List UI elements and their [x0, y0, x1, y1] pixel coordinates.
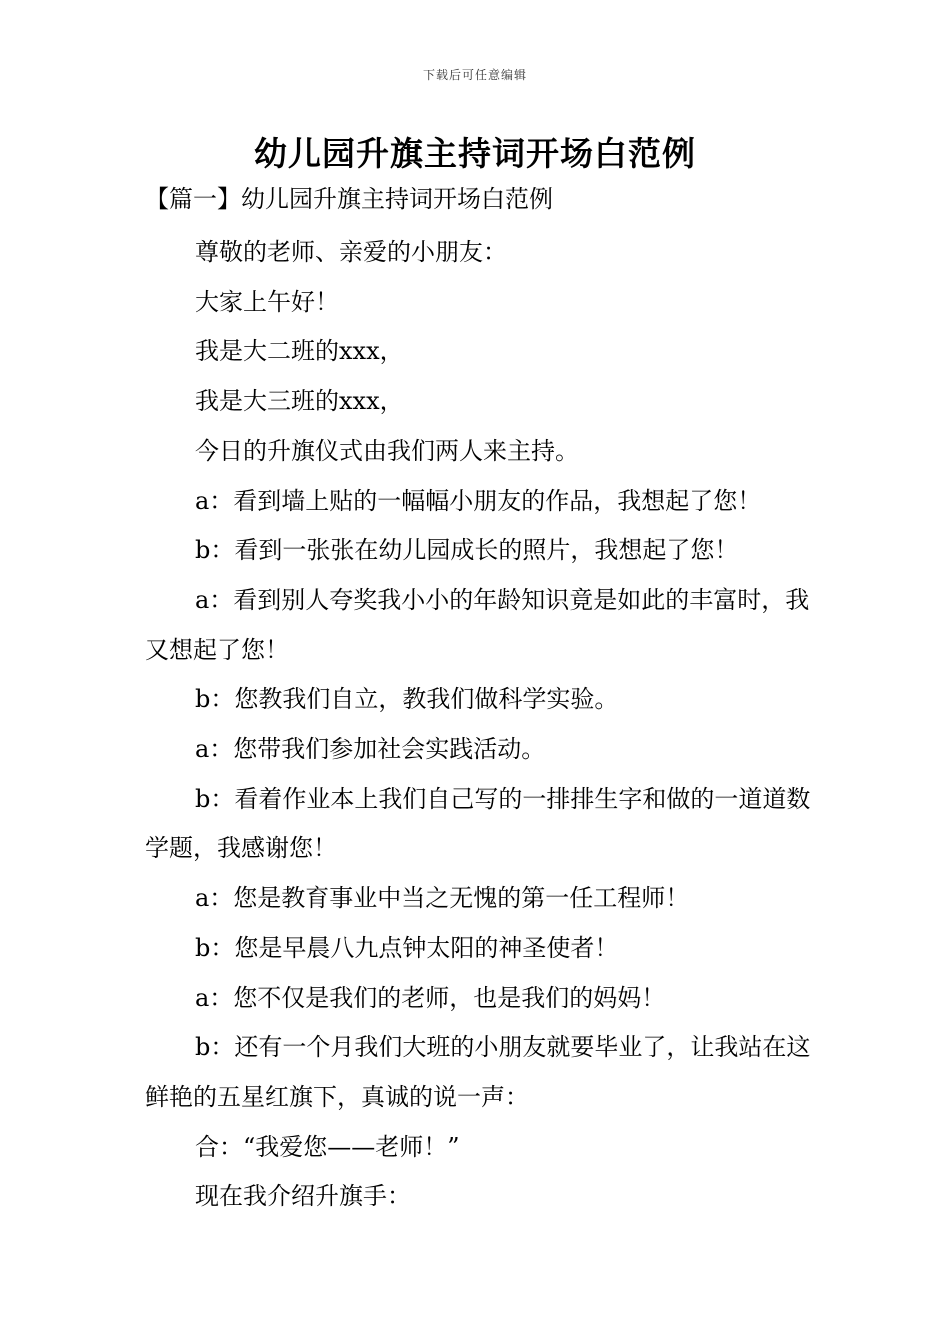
paragraph: a：看到别人夸奖我小小的年龄知识竟是如此的丰富时，我又想起了您！: [145, 585, 810, 664]
header-note: 下载后可任意编辑: [422, 68, 527, 82]
paragraph: b：您教我们自立，教我们做科学实验。: [195, 685, 619, 714]
paragraph: b：看着作业本上我们自己写的一排排生字和做的一道道数学题，我感谢您！: [145, 784, 811, 863]
paragraph: b：您是早晨八九点钟太阳的神圣使者！: [195, 933, 619, 962]
paragraph: a：看到墙上贴的一幅幅小朋友的作品，我想起了您！: [195, 486, 762, 515]
paragraph: b：看到一张张在幼儿园成长的照片，我想起了您！: [195, 536, 739, 565]
paragraph: a：您带我们参加社会实践活动。: [195, 735, 546, 764]
paragraph: a：您不仅是我们的老师，也是我们的妈妈！: [195, 983, 666, 1012]
paragraph: 合：“我爱您——老师！”: [195, 1132, 460, 1161]
section-heading: 【篇一】幼儿园升旗主持词开场白范例: [145, 185, 553, 213]
document-body: [145, 228, 815, 1222]
paragraph: 今日的升旗仪式由我们两人来主持。: [195, 436, 579, 465]
paragraph: 我是大二班的xxx，: [195, 337, 404, 366]
paragraph: b：还有一个月我们大班的小朋友就要毕业了，让我站在这鲜艳的五星红旗下，真诚的说一声：: [145, 1033, 811, 1111]
paragraph: 大家上午好！: [195, 287, 339, 316]
paragraph: 尊敬的老师、亲爱的小朋友：: [195, 238, 507, 266]
paragraph: 我是大三班的xxx，: [195, 387, 404, 416]
paragraph: a：您是教育事业中当之无愧的第一任工程师！: [195, 884, 690, 913]
paragraph: 现在我介绍升旗手：: [195, 1182, 411, 1211]
document-title: 幼儿园升旗主持词开场白范例: [254, 134, 696, 173]
